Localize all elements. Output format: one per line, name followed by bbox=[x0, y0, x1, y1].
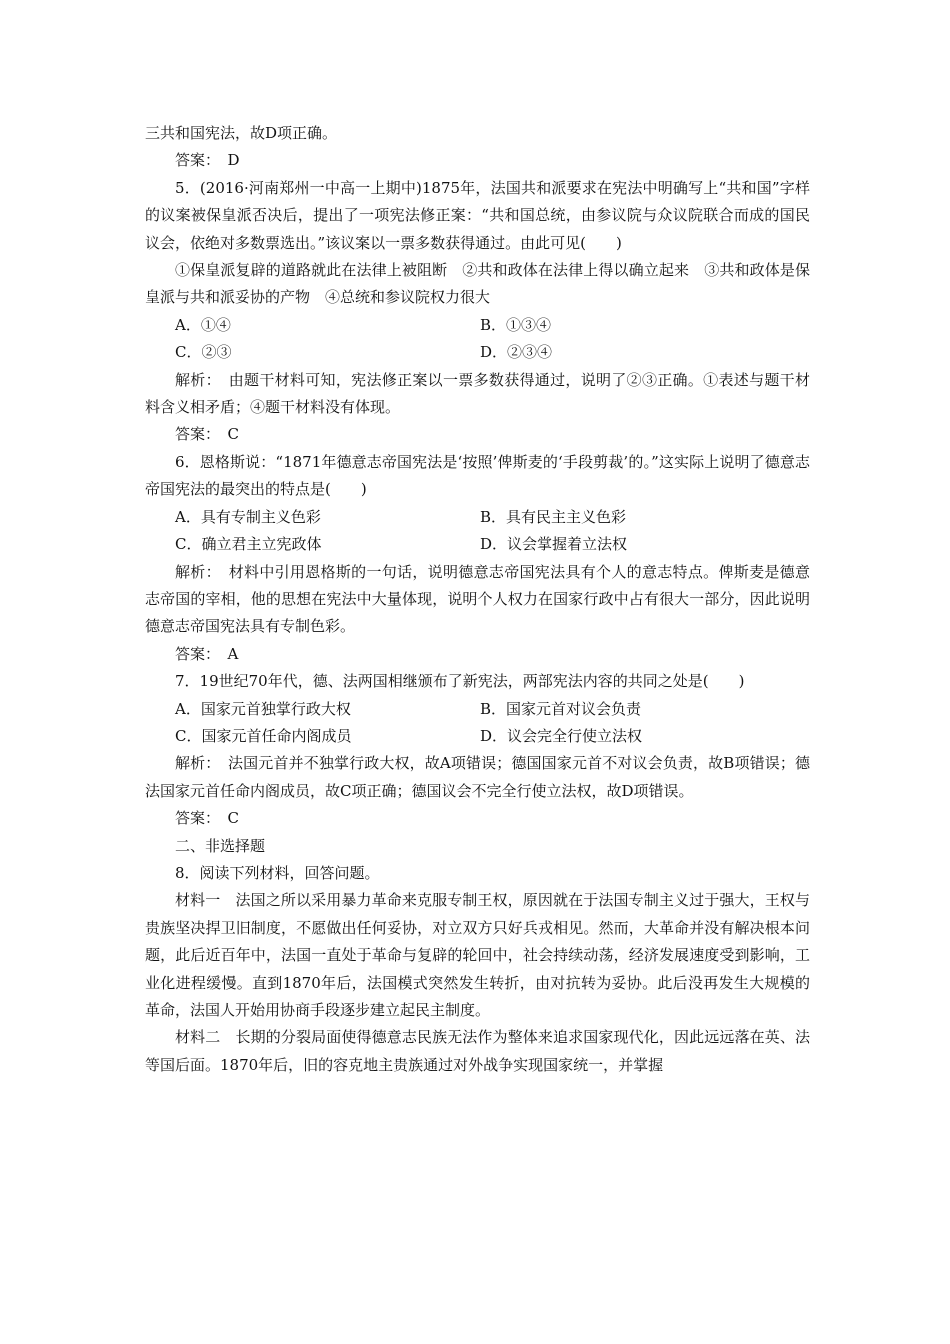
material-1: 材料一 法国之所以采用暴力革命来克服专制王权，原因就在于法国专制主义过于强大，王权与贵族坚决捍卫旧制度，不愿做出任何妥协，对立双方只好兵戎相见。然而，大革命并没有解决根本问题，此后近百年中，法国一直处于革命与复辟的轮回中，社会持续动荡，经济发展速度受到影响，工业化进程缓慢。直到1870年后，法国模式突然发生转折，由对抗转为妥协。此后没再发生大规模的革命，法国人开始用协商手段逐步建立起民主制度。 bbox=[145, 891, 810, 1019]
question-5-answer: 答案： C bbox=[175, 425, 239, 444]
question-6-options-row-2 bbox=[145, 531, 810, 558]
option-c: C．确立君主立宪政体 bbox=[175, 535, 322, 554]
option-b: B．国家元首对议会负责 bbox=[480, 699, 642, 718]
question-7-analysis: 解析： 法国元首并不独掌行政大权，故A项错误；德国国家元首不对议会负责，故B项错误；德法国家元首任命内阁成员，故C项正确；德国议会不完全行使立法权，故D项错误。 bbox=[145, 754, 810, 800]
question-5-items: ①保皇派复辟的道路就此在法律上被阻断 ②共和政体在法律上得以确立起来 ③共和政体是保皇派与共和派妥协的产物 ④总统和参议院权力很大 bbox=[145, 261, 810, 307]
question-5-options-row-2 bbox=[145, 339, 810, 366]
section-heading: 二、非选择题 bbox=[175, 836, 266, 855]
material-2: 材料二 长期的分裂局面使得德意志民族无法作为整体来追求国家现代化，因此远远落在英、法等国后面。1870年后，旧的容克地主贵族通过对外战争实现国家统一，并掌握 bbox=[145, 1028, 810, 1074]
question-7-options-row-1 bbox=[145, 696, 810, 723]
question-8: 8．阅读下列材料，回答问题。 bbox=[175, 863, 380, 882]
option-b: B．①③④ bbox=[480, 315, 552, 334]
question-7: 7．19世纪70年代，德、法两国相继颁布了新宪法，两部宪法内容的共同之处是( ) bbox=[175, 672, 745, 691]
option-a: A．①④ bbox=[175, 315, 231, 334]
question-7-answer: 答案： C bbox=[175, 809, 239, 828]
option-c: C．②③ bbox=[175, 343, 232, 362]
question-6: 6．恩格斯说：“1871年德意志帝国宪法是‘按照’俾斯麦的‘手段剪裁’的。”这实际上说明了德意志帝国宪法的最突出的特点是( ) bbox=[145, 452, 810, 499]
question-5: 5．(2016·河南郑州一中高一上期中)1875年，法国共和派要求在宪法中明确写上“共和国”字样的议案被保皇派否决后，提出了一项宪法修正案：“共和国总统，由参议院与众议院联合而成的国民议会，依绝对多数票选出。”该议案以一票多数获得通过。由此可见( ) bbox=[145, 178, 810, 252]
document-body bbox=[145, 120, 810, 1079]
question-5-analysis: 解析： 由题干材料可知，宪法修正案以一票多数获得通过，说明了②③正确。①表述与题干材料含义相矛盾；④题干材料没有体现。 bbox=[145, 370, 810, 417]
option-c: C．国家元首任命内阁成员 bbox=[175, 726, 352, 745]
option-d: D．②③④ bbox=[480, 343, 553, 362]
option-b: B．具有民主主义色彩 bbox=[480, 507, 627, 526]
option-d: D．议会完全行使立法权 bbox=[480, 726, 643, 745]
option-a: A．国家元首独掌行政大权 bbox=[175, 699, 351, 718]
text-line: 三共和国宪法，故D项正确。 bbox=[145, 124, 338, 142]
question-7-options-row-2 bbox=[145, 723, 810, 750]
question-6-answer: 答案： A bbox=[175, 644, 239, 663]
question-6-options-row-1 bbox=[145, 504, 810, 531]
question-5-options-row-1 bbox=[145, 312, 810, 339]
answer-line: 答案： D bbox=[175, 151, 240, 170]
option-d: D．议会掌握着立法权 bbox=[480, 535, 628, 554]
question-6-analysis: 解析： 材料中引用恩格斯的一句话，说明德意志帝国宪法具有个人的意志特点。俾斯麦是德意志帝国的宰相，他的思想在宪法中大量体现，说明个人权力在国家行政中占有很大一部分，因此说明德意志帝国宪法具有专制色彩。 bbox=[145, 562, 810, 636]
option-a: A．具有专制主义色彩 bbox=[175, 507, 321, 526]
